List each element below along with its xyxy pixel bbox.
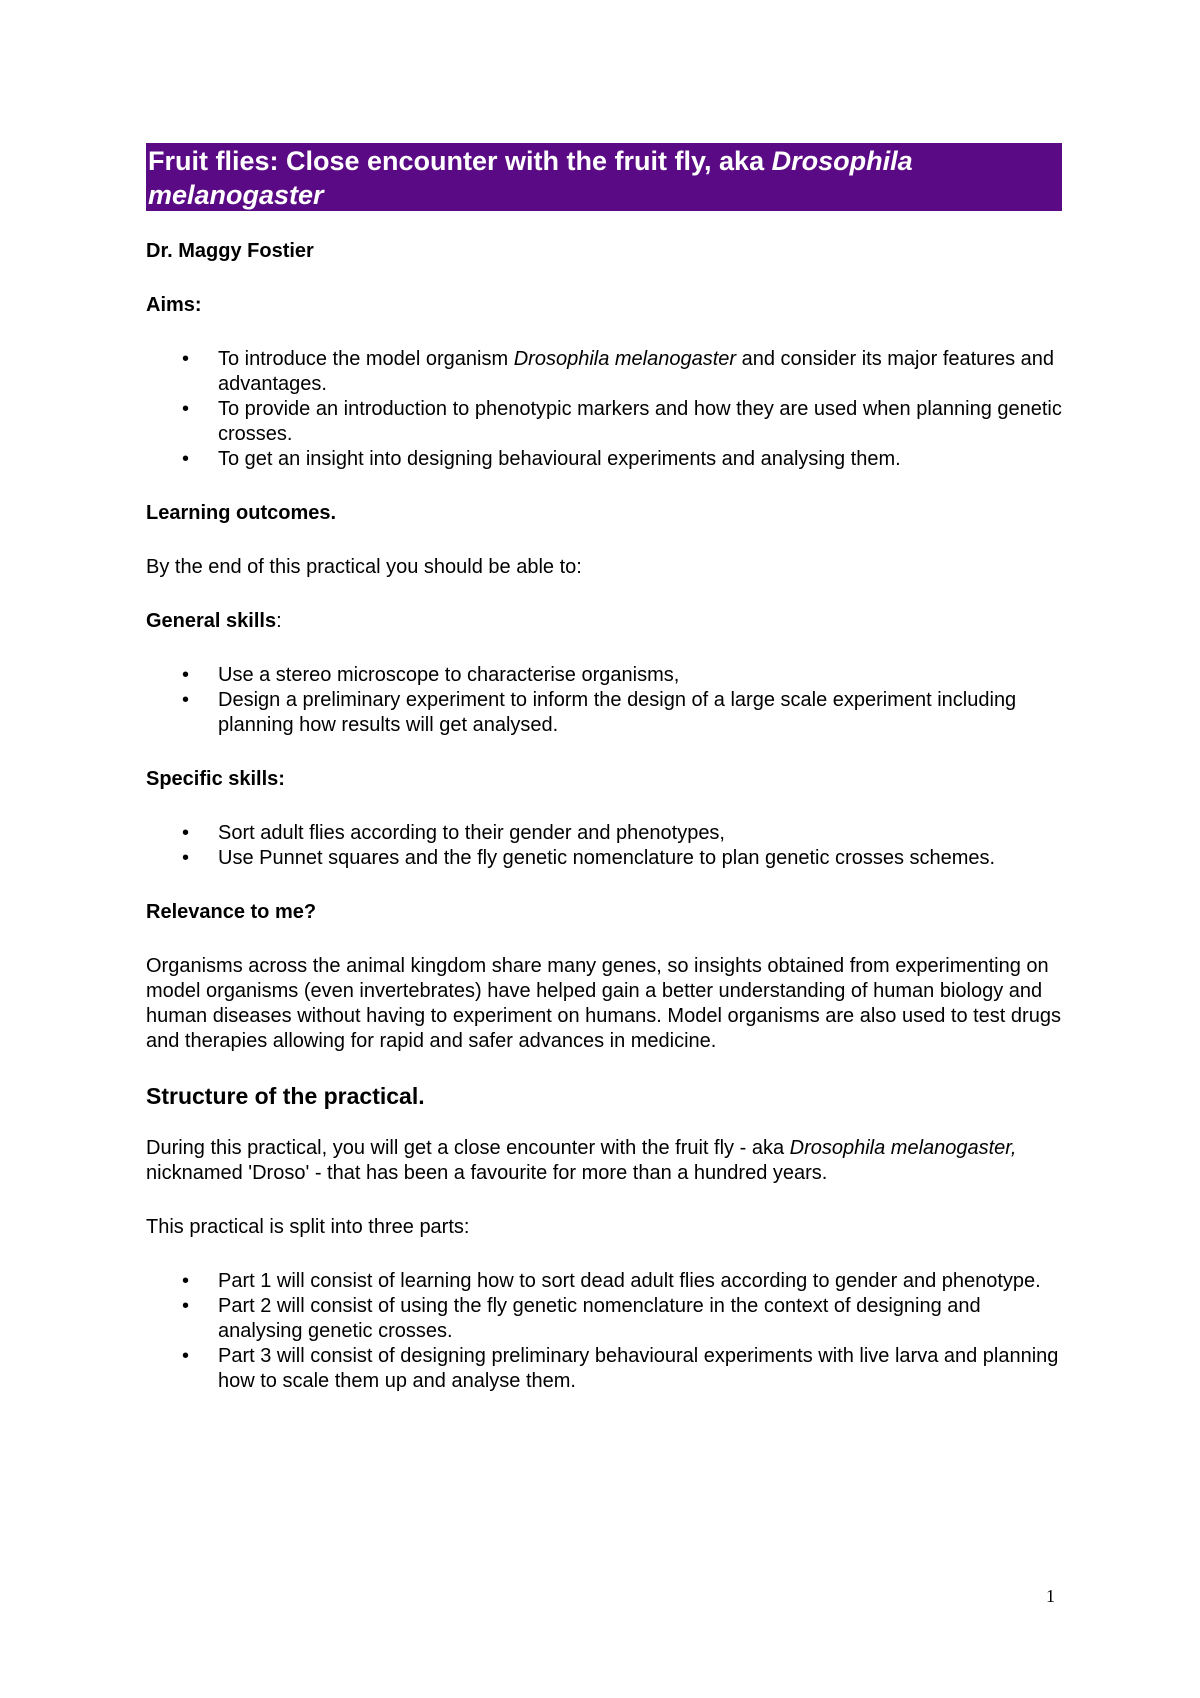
bullet-icon: • <box>182 664 190 686</box>
list-item: • Part 1 will consist of learning how to sort dead adult flies according to gender and phenotype. <box>182 1270 1041 1292</box>
bullet-icon: • <box>182 847 190 869</box>
aims-list <box>146 347 1062 472</box>
learning-outcomes-heading: Learning outcomes. <box>146 502 337 524</box>
list-item: • To provide an introduction to phenotypic markers and how they are used when planning genetic crosses. <box>182 398 1062 445</box>
general-skills-list <box>146 663 1062 738</box>
specific-skills-heading: Specific skills: <box>146 768 285 790</box>
list-item: • Design a preliminary experiment to inform the design of a large scale experiment including planning how results will get analysed. <box>182 689 1017 736</box>
structure-parts-list <box>146 1269 1062 1394</box>
list-item: • Sort adult flies according to their gender and phenotypes, <box>182 822 725 844</box>
list-item: • Part 3 will consist of designing preliminary behavioural experiments with live larva and planning how to scale them up and analyse them. <box>182 1345 1059 1392</box>
list-item: • Use a stereo microscope to characterise organisms, <box>182 664 680 686</box>
learning-outcomes-intro: By the end of this practical you should be able to: <box>146 556 582 578</box>
list-item: • To introduce the model organism Drosophila melanogaster and consider its major features and advantages. <box>182 348 1055 395</box>
bullet-icon: • <box>182 1345 190 1367</box>
list-item: • To get an insight into designing behavioural experiments and analysing them. <box>182 448 901 470</box>
bullet-icon: • <box>182 448 190 470</box>
general-skills-heading: General skills: <box>146 610 282 632</box>
list-item: • Part 2 will consist of using the fly genetic nomenclature in the context of designing and analysing genetic crosses. <box>182 1295 981 1342</box>
relevance-heading: Relevance to me? <box>146 901 317 923</box>
bullet-icon: • <box>182 348 190 370</box>
author-name: Dr. Maggy Fostier <box>146 240 314 262</box>
structure-intro: During this practical, you will get a close encounter with the fruit fly - aka Drosophila melanogaster, nicknamed 'Droso' - that has been a favourite for more than a hundred years. <box>146 1137 1017 1184</box>
bullet-icon: • <box>182 1295 190 1317</box>
bullet-icon: • <box>182 1270 190 1292</box>
page-title <box>146 143 1062 211</box>
aims-heading: Aims: <box>146 294 202 316</box>
bullet-icon: • <box>182 689 190 711</box>
structure-parts-intro: This practical is split into three parts: <box>146 1216 470 1238</box>
bullet-icon: • <box>182 822 190 844</box>
bullet-icon: • <box>182 398 190 420</box>
structure-heading: Structure of the practical. <box>146 1083 425 1109</box>
page-content <box>146 143 1062 1394</box>
specific-skills-list <box>146 821 1062 871</box>
page-number: 1 <box>1046 1586 1055 1606</box>
title-text: Fruit flies: Close encounter with the fruit fly, aka <box>148 146 772 176</box>
list-item: • Use Punnet squares and the fly genetic nomenclature to plan genetic crosses schemes. <box>182 847 996 869</box>
title-species: Drosophila melanogaster <box>148 146 913 210</box>
relevance-text: Organisms across the animal kingdom share many genes, so insights obtained from experimenting on model organisms (even invertebrates) have helped gain a better understanding of human biology and human diseases without having to experiment on humans. Model organisms are also used to test drugs and therapies allowing for rapid and safer advances in medicine. <box>146 955 1061 1052</box>
